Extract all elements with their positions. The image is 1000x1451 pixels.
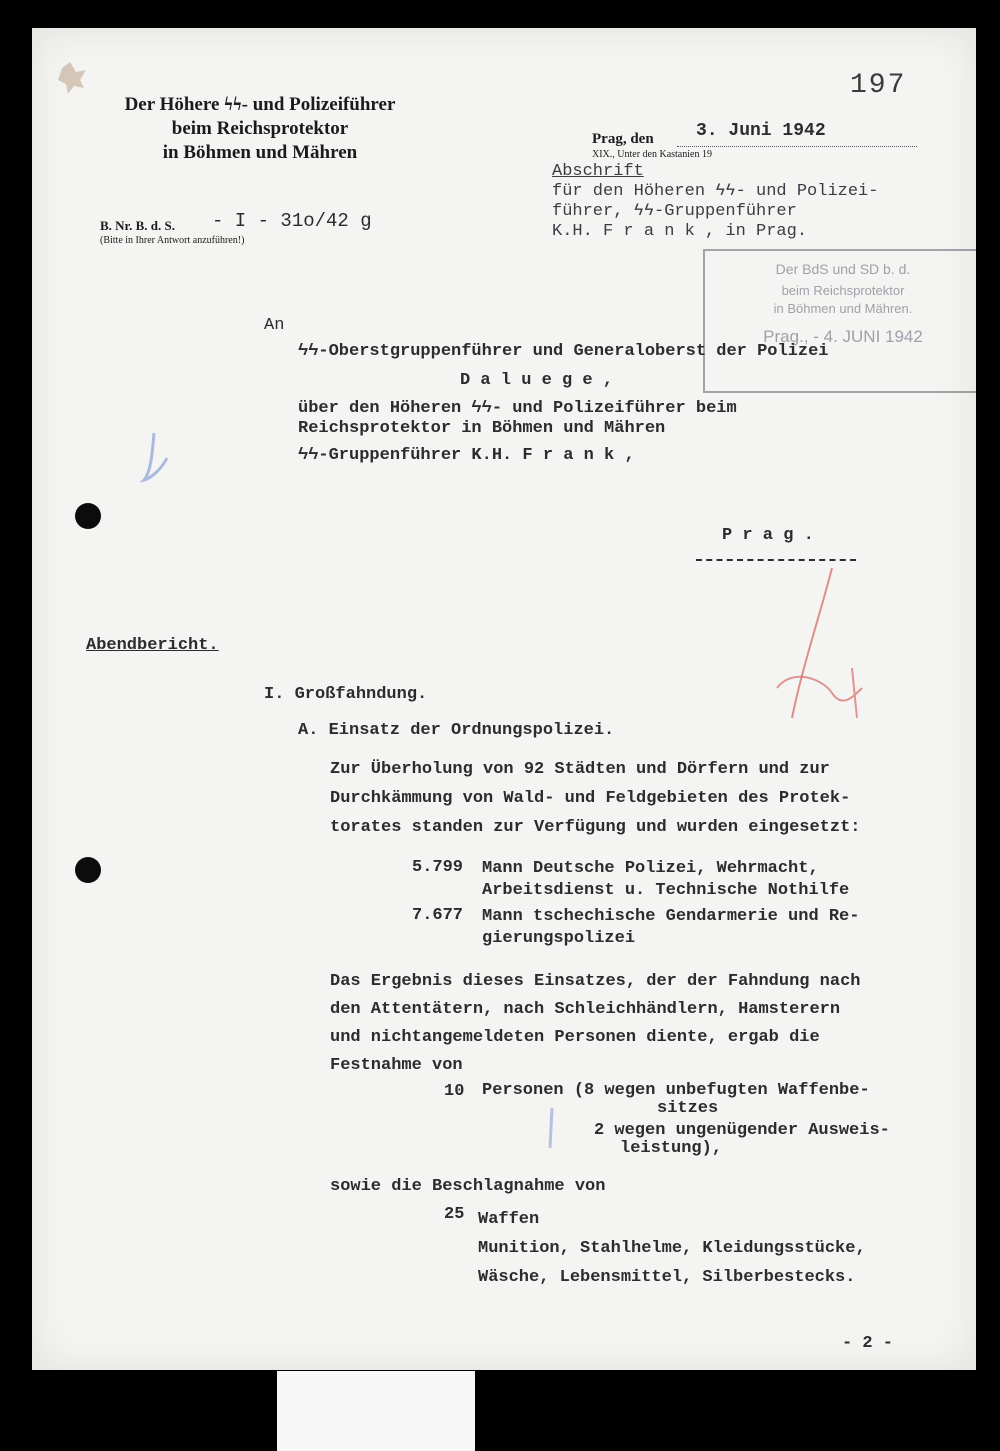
letterhead-line-3: in Böhmen und Mähren [162, 142, 358, 163]
letterhead-line-2: beim Reichsprotektor [171, 118, 349, 139]
place-label: Prag, den [592, 131, 654, 147]
paragraph-line: und nichtangemeldeten Personen diente, ergab die [330, 1028, 820, 1047]
punch-hole [75, 857, 101, 883]
reference-number: - I - 31o/42 g [212, 210, 372, 232]
arrests-line: leistung), [620, 1139, 723, 1158]
section-heading-1: I. Großfahndung. [264, 685, 428, 704]
page-number: 197 [850, 70, 907, 101]
force-line: Mann tschechische Gendarmerie und Re- [482, 907, 860, 926]
stamp-line-2: beim Reichsprotektor [781, 283, 905, 298]
sender-address: XIX., Unter den Kastanien 19 [592, 149, 712, 160]
handwritten-marks [32, 28, 976, 1370]
force-number-1: 5.799 [412, 858, 464, 877]
arrests-number: 10 [444, 1082, 465, 1101]
seizure-number: 25 [444, 1205, 465, 1224]
blue-pencil-tick [550, 1108, 552, 1148]
scan-background-card [277, 1371, 475, 1451]
addressee-line-5: ϟϟ-Gruppenführer K.H. F r a n k , [298, 446, 635, 465]
addressee-an: An [264, 316, 285, 335]
arrests-line: Personen (8 wegen unbefugten Waffenbe- [482, 1081, 870, 1100]
paragraph-line: Zur Überholung von 92 Städten und Dörfern und zur [330, 760, 830, 779]
copy-note-line-4: K.H. F r a n k , in Prag. [552, 222, 808, 241]
reference-note: (Bitte in Ihrer Antwort anzuführen!) [100, 235, 245, 246]
letterhead-line-1: Der Höhere ϟϟ- und Polizeiführer [124, 94, 396, 115]
seizure-line: Waffen [478, 1210, 540, 1229]
copy-note-line-1: Abschrift [552, 162, 644, 181]
arrests-line: sitzes [657, 1099, 719, 1118]
force-line: Mann Deutsche Polizei, Wehrmacht, [482, 859, 819, 878]
stamp-line-4: Prag., - 4. JUNI 1942 [763, 327, 923, 346]
stamp-line-3: in Böhmen und Mähren. [773, 301, 913, 316]
seizure-line: Wäsche, Lebensmittel, Silberbestecks. [478, 1268, 856, 1287]
copy-note-line-2: für den Höheren ϟϟ- und Polizei- [552, 182, 879, 201]
document-page [32, 28, 976, 1370]
addressee-line-4: Reichsprotektor in Böhmen und Mähren [298, 419, 666, 438]
paragraph-line: Durchkämmung von Wald- und Feldgebieten des Protek- [330, 789, 851, 808]
paragraph-line: Das Ergebnis dieses Einsatzes, der der Fahndung nach [330, 972, 861, 991]
addressee-city: P r a g . [696, 526, 856, 561]
stamp-line-1: Der BdS und SD b. d. [775, 261, 911, 277]
addressee-name: D a l u e g e , [460, 371, 614, 390]
blue-pencil-mark [144, 433, 167, 480]
seizure-line: Munition, Stahlhelme, Kleidungsstücke, [478, 1239, 866, 1258]
paragraph-line: torates standen zur Verfügung und wurden eingesetzt: [330, 818, 861, 837]
force-line: Arbeitsdienst u. Technische Nothilfe [482, 881, 850, 900]
punch-hole [75, 503, 101, 529]
paragraph-line: den Attentätern, nach Schleichhändlern, Hamsterern [330, 1000, 841, 1019]
report-subject: Abendbericht. [86, 636, 219, 655]
section-heading-a: A. Einsatz der Ordnungspolizei. [298, 721, 615, 740]
arrests-line: 2 wegen ungenügender Ausweis- [594, 1121, 890, 1140]
addressee-line-1: ϟϟ-Oberstgruppenführer und Generaloberst der Polizei [298, 342, 829, 361]
footer-page-marker: - 2 - [842, 1334, 894, 1353]
force-line: gierungspolizei [482, 929, 636, 948]
reference-label: B. Nr. B. d. S. [100, 218, 176, 233]
paragraph-line: Festnahme von [330, 1056, 463, 1075]
brown-stain [58, 62, 86, 94]
letter-date: 3. Juni 1942 [696, 121, 826, 141]
seizure-intro: sowie die Beschlagnahme von [330, 1177, 606, 1196]
red-pencil-initial [777, 668, 862, 718]
force-number-2: 7.677 [412, 906, 464, 925]
red-pencil-line [792, 568, 832, 718]
addressee-line-3: über den Höheren ϟϟ- und Polizeiführer beim [298, 399, 737, 418]
copy-note-line-3: führer, ϟϟ-Gruppenführer [552, 202, 797, 221]
